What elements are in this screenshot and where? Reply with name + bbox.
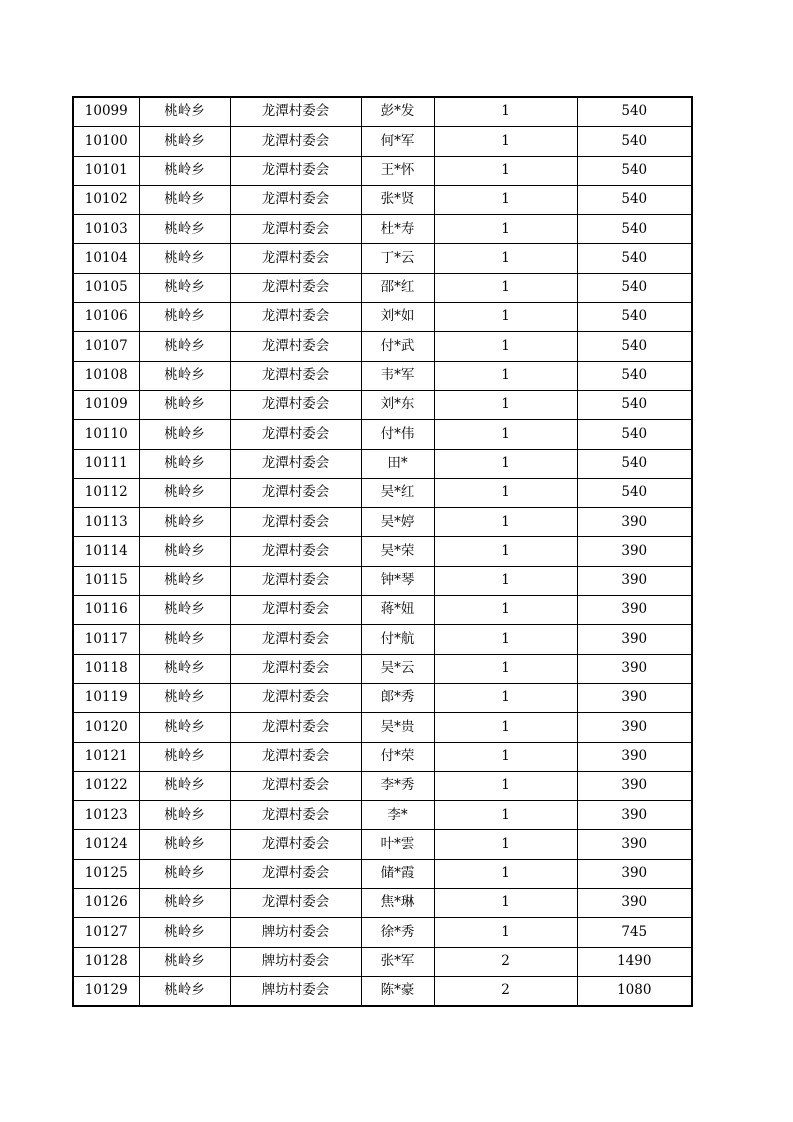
village-cell: 龙潭村委会	[230, 390, 361, 419]
township-cell: 桃岭乡	[139, 742, 230, 771]
table-row	[73, 508, 692, 537]
count-cell: 1	[434, 332, 577, 361]
township-cell: 桃岭乡	[139, 420, 230, 449]
amount-cell: 390	[577, 713, 692, 742]
count-cell: 1	[434, 449, 577, 478]
name-cell: 王*怀	[361, 156, 434, 185]
name-cell: 徐*秀	[361, 918, 434, 947]
township-cell: 桃岭乡	[139, 332, 230, 361]
name-cell: 郎*秀	[361, 683, 434, 712]
village-cell: 龙潭村委会	[230, 449, 361, 478]
id-cell: 10121	[73, 742, 139, 771]
id-cell: 10099	[73, 97, 139, 127]
name-cell: 韦*军	[361, 361, 434, 390]
count-cell: 1	[434, 625, 577, 654]
village-cell: 龙潭村委会	[230, 859, 361, 888]
id-cell: 10123	[73, 801, 139, 830]
table-row	[73, 830, 692, 859]
amount-cell: 390	[577, 742, 692, 771]
name-cell: 田*	[361, 449, 434, 478]
name-cell: 邵*红	[361, 273, 434, 302]
id-cell: 10106	[73, 303, 139, 332]
name-cell: 吴*云	[361, 654, 434, 683]
count-cell: 2	[434, 976, 577, 1006]
name-cell: 李*秀	[361, 771, 434, 800]
township-cell: 桃岭乡	[139, 478, 230, 507]
township-cell: 桃岭乡	[139, 889, 230, 918]
table-row	[73, 303, 692, 332]
id-cell: 10125	[73, 859, 139, 888]
township-cell: 桃岭乡	[139, 215, 230, 244]
id-cell: 10112	[73, 478, 139, 507]
name-cell: 吴*荣	[361, 537, 434, 566]
village-cell: 龙潭村委会	[230, 303, 361, 332]
village-cell: 龙潭村委会	[230, 273, 361, 302]
table-row	[73, 156, 692, 185]
table-row	[73, 390, 692, 419]
count-cell: 1	[434, 215, 577, 244]
village-cell: 龙潭村委会	[230, 97, 361, 127]
amount-cell: 745	[577, 918, 692, 947]
count-cell: 1	[434, 801, 577, 830]
village-cell: 龙潭村委会	[230, 683, 361, 712]
id-cell: 10104	[73, 244, 139, 273]
table-row	[73, 97, 692, 127]
id-cell: 10126	[73, 889, 139, 918]
village-cell: 龙潭村委会	[230, 830, 361, 859]
village-cell: 龙潭村委会	[230, 420, 361, 449]
township-cell: 桃岭乡	[139, 596, 230, 625]
table-row	[73, 332, 692, 361]
table-row	[73, 771, 692, 800]
village-cell: 龙潭村委会	[230, 537, 361, 566]
count-cell: 1	[434, 97, 577, 127]
id-cell: 10107	[73, 332, 139, 361]
count-cell: 1	[434, 859, 577, 888]
name-cell: 蒋*妞	[361, 596, 434, 625]
township-cell: 桃岭乡	[139, 185, 230, 214]
amount-cell: 540	[577, 478, 692, 507]
count-cell: 1	[434, 566, 577, 595]
amount-cell: 390	[577, 654, 692, 683]
id-cell: 10116	[73, 596, 139, 625]
township-cell: 桃岭乡	[139, 156, 230, 185]
table-row	[73, 801, 692, 830]
township-cell: 桃岭乡	[139, 771, 230, 800]
id-cell: 10122	[73, 771, 139, 800]
id-cell: 10105	[73, 273, 139, 302]
amount-cell: 540	[577, 127, 692, 156]
id-cell: 10109	[73, 390, 139, 419]
township-cell: 桃岭乡	[139, 361, 230, 390]
count-cell: 1	[434, 508, 577, 537]
village-cell: 牌坊村委会	[230, 918, 361, 947]
id-cell: 10114	[73, 537, 139, 566]
table-row	[73, 654, 692, 683]
count-cell: 1	[434, 185, 577, 214]
table-row	[73, 713, 692, 742]
table-row	[73, 273, 692, 302]
name-cell: 储*霞	[361, 859, 434, 888]
id-cell: 10103	[73, 215, 139, 244]
table-row	[73, 244, 692, 273]
count-cell: 1	[434, 713, 577, 742]
village-cell: 牌坊村委会	[230, 976, 361, 1006]
name-cell: 付*荣	[361, 742, 434, 771]
township-cell: 桃岭乡	[139, 859, 230, 888]
village-cell: 龙潭村委会	[230, 508, 361, 537]
village-cell: 牌坊村委会	[230, 947, 361, 976]
table-row	[73, 566, 692, 595]
amount-cell: 390	[577, 801, 692, 830]
name-cell: 李*	[361, 801, 434, 830]
village-cell: 龙潭村委会	[230, 713, 361, 742]
village-cell: 龙潭村委会	[230, 889, 361, 918]
amount-cell: 390	[577, 566, 692, 595]
id-cell: 10111	[73, 449, 139, 478]
amount-cell: 390	[577, 596, 692, 625]
amount-cell: 540	[577, 390, 692, 419]
name-cell: 叶*雲	[361, 830, 434, 859]
amount-cell: 390	[577, 625, 692, 654]
table-row	[73, 449, 692, 478]
count-cell: 1	[434, 361, 577, 390]
amount-cell: 540	[577, 420, 692, 449]
table-row	[73, 596, 692, 625]
township-cell: 桃岭乡	[139, 127, 230, 156]
township-cell: 桃岭乡	[139, 508, 230, 537]
count-cell: 1	[434, 918, 577, 947]
village-cell: 龙潭村委会	[230, 185, 361, 214]
village-cell: 龙潭村委会	[230, 625, 361, 654]
township-cell: 桃岭乡	[139, 97, 230, 127]
amount-cell: 540	[577, 244, 692, 273]
village-cell: 龙潭村委会	[230, 596, 361, 625]
amount-cell: 540	[577, 156, 692, 185]
id-cell: 10100	[73, 127, 139, 156]
name-cell: 刘*如	[361, 303, 434, 332]
amount-cell: 390	[577, 830, 692, 859]
amount-cell: 540	[577, 97, 692, 127]
id-cell: 10110	[73, 420, 139, 449]
count-cell: 1	[434, 654, 577, 683]
id-cell: 10120	[73, 713, 139, 742]
id-cell: 10129	[73, 976, 139, 1006]
township-cell: 桃岭乡	[139, 449, 230, 478]
village-cell: 龙潭村委会	[230, 127, 361, 156]
table-row	[73, 976, 692, 1006]
count-cell: 1	[434, 303, 577, 332]
name-cell: 吴*贵	[361, 713, 434, 742]
township-cell: 桃岭乡	[139, 801, 230, 830]
count-cell: 2	[434, 947, 577, 976]
count-cell: 1	[434, 244, 577, 273]
table-row	[73, 215, 692, 244]
count-cell: 1	[434, 830, 577, 859]
amount-cell: 540	[577, 361, 692, 390]
table-row	[73, 918, 692, 947]
village-cell: 龙潭村委会	[230, 215, 361, 244]
count-cell: 1	[434, 420, 577, 449]
name-cell: 吴*红	[361, 478, 434, 507]
count-cell: 1	[434, 390, 577, 419]
count-cell: 1	[434, 596, 577, 625]
township-cell: 桃岭乡	[139, 947, 230, 976]
village-cell: 龙潭村委会	[230, 771, 361, 800]
id-cell: 10124	[73, 830, 139, 859]
name-cell: 杜*寿	[361, 215, 434, 244]
count-cell: 1	[434, 273, 577, 302]
amount-cell: 540	[577, 185, 692, 214]
name-cell: 焦*琳	[361, 889, 434, 918]
amount-cell: 540	[577, 332, 692, 361]
amount-cell: 540	[577, 449, 692, 478]
count-cell: 1	[434, 742, 577, 771]
id-cell: 10102	[73, 185, 139, 214]
township-cell: 桃岭乡	[139, 683, 230, 712]
id-cell: 10115	[73, 566, 139, 595]
table-row	[73, 127, 692, 156]
village-cell: 龙潭村委会	[230, 654, 361, 683]
name-cell: 张*贤	[361, 185, 434, 214]
village-cell: 龙潭村委会	[230, 332, 361, 361]
name-cell: 付*武	[361, 332, 434, 361]
table-body	[73, 97, 692, 1006]
village-cell: 龙潭村委会	[230, 801, 361, 830]
table-row	[73, 420, 692, 449]
name-cell: 付*伟	[361, 420, 434, 449]
village-cell: 龙潭村委会	[230, 156, 361, 185]
township-cell: 桃岭乡	[139, 537, 230, 566]
township-cell: 桃岭乡	[139, 625, 230, 654]
name-cell: 钟*琴	[361, 566, 434, 595]
village-cell: 龙潭村委会	[230, 361, 361, 390]
township-cell: 桃岭乡	[139, 654, 230, 683]
table-row	[73, 859, 692, 888]
id-cell: 10101	[73, 156, 139, 185]
count-cell: 1	[434, 537, 577, 566]
count-cell: 1	[434, 156, 577, 185]
amount-cell: 390	[577, 683, 692, 712]
township-cell: 桃岭乡	[139, 566, 230, 595]
id-cell: 10113	[73, 508, 139, 537]
count-cell: 1	[434, 771, 577, 800]
table-row	[73, 185, 692, 214]
amount-cell: 540	[577, 273, 692, 302]
township-cell: 桃岭乡	[139, 918, 230, 947]
id-cell: 10108	[73, 361, 139, 390]
name-cell: 张*军	[361, 947, 434, 976]
township-cell: 桃岭乡	[139, 244, 230, 273]
village-cell: 龙潭村委会	[230, 244, 361, 273]
table-row	[73, 742, 692, 771]
name-cell: 吴*婷	[361, 508, 434, 537]
township-cell: 桃岭乡	[139, 273, 230, 302]
amount-cell: 390	[577, 508, 692, 537]
amount-cell: 390	[577, 537, 692, 566]
id-cell: 10128	[73, 947, 139, 976]
township-cell: 桃岭乡	[139, 390, 230, 419]
amount-cell: 390	[577, 859, 692, 888]
table-row	[73, 889, 692, 918]
table-row	[73, 478, 692, 507]
count-cell: 1	[434, 683, 577, 712]
township-cell: 桃岭乡	[139, 303, 230, 332]
amount-cell: 1490	[577, 947, 692, 976]
township-cell: 桃岭乡	[139, 976, 230, 1006]
village-cell: 龙潭村委会	[230, 742, 361, 771]
table-row	[73, 947, 692, 976]
id-cell: 10118	[73, 654, 139, 683]
amount-cell: 390	[577, 771, 692, 800]
name-cell: 刘*东	[361, 390, 434, 419]
table-row	[73, 625, 692, 654]
township-cell: 桃岭乡	[139, 830, 230, 859]
name-cell: 何*军	[361, 127, 434, 156]
id-cell: 10119	[73, 683, 139, 712]
id-cell: 10117	[73, 625, 139, 654]
count-cell: 1	[434, 889, 577, 918]
data-table	[72, 96, 693, 1007]
table-row	[73, 537, 692, 566]
township-cell: 桃岭乡	[139, 713, 230, 742]
table-row	[73, 361, 692, 390]
count-cell: 1	[434, 478, 577, 507]
count-cell: 1	[434, 127, 577, 156]
village-cell: 龙潭村委会	[230, 478, 361, 507]
name-cell: 彭*发	[361, 97, 434, 127]
name-cell: 丁*云	[361, 244, 434, 273]
amount-cell: 540	[577, 215, 692, 244]
id-cell: 10127	[73, 918, 139, 947]
amount-cell: 1080	[577, 976, 692, 1006]
name-cell: 陈*豪	[361, 976, 434, 1006]
village-cell: 龙潭村委会	[230, 566, 361, 595]
table-row	[73, 683, 692, 712]
amount-cell: 390	[577, 889, 692, 918]
name-cell: 付*航	[361, 625, 434, 654]
amount-cell: 540	[577, 303, 692, 332]
